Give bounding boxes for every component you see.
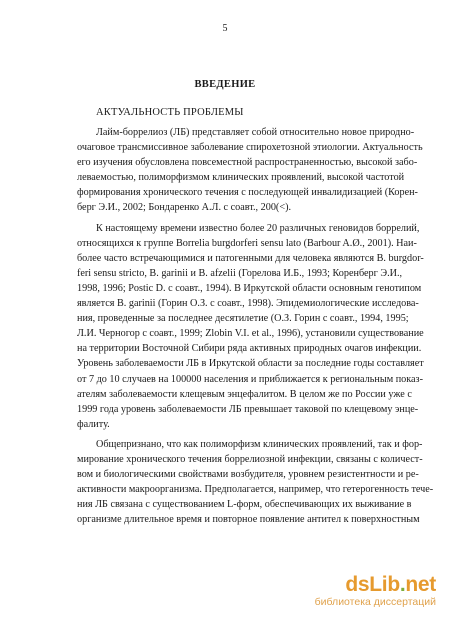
text-line: ния, проведенные за последнее десятилетие (О.З. Горин с соавт., 1994, 1995; <box>77 313 409 325</box>
text-line: леваемостью, полиморфизмом клинических проявлений, высокой частотой <box>77 172 405 184</box>
page-number: 5 <box>222 23 228 34</box>
text-line: организме длительное время и повторное появление антител к поверхностным <box>77 514 420 526</box>
text-line: относящихся к группе Borrelia burgdorferi sensu lato (Barbour A.Ø., 2001). Наи- <box>77 237 417 249</box>
paragraph <box>77 437 434 528</box>
text-line: на территории Восточной Сибири ряда активных природных очагов инфекции. <box>77 343 422 355</box>
text-line: К настоящему времени известно более 20 различных геновидов боррелий, <box>96 222 420 234</box>
paragraph <box>77 221 424 432</box>
text-line: Уровень заболеваемости ЛБ в Иркутской области за последние годы составляет <box>77 358 424 370</box>
watermark <box>315 574 436 609</box>
text-line: его изучения обусловлена повсеместной распространенностью, высокой забо- <box>77 157 418 169</box>
text-line: очаговое трансмиссивное заболевание спирохетозной этиологии. Актуальность <box>77 142 423 154</box>
text-line: формирования хронического течения с последующей инвалидизацией (Корен- <box>77 187 418 199</box>
text-line: Л.И. Черногор с соавт., 1999; Zlobin V.I. et al., 1996), установили существование <box>77 328 424 340</box>
section-heading: ВВЕДЕНИЕ <box>194 79 256 90</box>
text-line: берг Э.И., 2002; Бондаренко А.Л. с соавт., 200(<). <box>77 202 292 214</box>
text-line: фалиту. <box>77 418 110 430</box>
text-line: вом и биологическими свойствами возбудителя, уровнем резистентности и ре- <box>77 469 419 481</box>
watermark-logo: dsLib.net <box>345 573 436 596</box>
text-line: является B. garinii (Горин О.З. с соавт., 1998). Эпидемиологические исследова- <box>77 298 419 310</box>
text-line: более часто встречающимися и патогенными для человека являются B. burgdor- <box>77 252 424 264</box>
text-line: ателям заболеваемости клещевым энцефалитом. В целом же по России уже с <box>77 388 412 400</box>
text-line: 1998, 1996; Postic D. с соавт., 1994). В Иркутской области основным генотипом <box>77 282 422 294</box>
section-subheading: АКТУАЛЬНОСТЬ ПРОБЛЕМЫ <box>96 107 244 118</box>
text-line: Лайм-боррелиоз (ЛБ) представляет собой относительно новое природно- <box>96 127 415 138</box>
text-line: активности макроорганизма. Предполагается, например, что гетерогенность тече- <box>77 484 434 496</box>
body-text <box>77 125 434 527</box>
text-line: от 7 до 10 случаев на 100000 населения и приближается к региональным показ- <box>77 373 423 385</box>
text-line: ния ЛБ связана с существованием L-форм, обеспечивающих их выживание в <box>77 499 412 511</box>
watermark-caption: библиотека диссертаций <box>314 596 436 608</box>
text-line: 1999 года уровень заболеваемости ЛБ превышает таковой по клещевому энце- <box>77 403 419 415</box>
text-line: Общепризнано, что как полиморфизм клинических проявлений, так и фор- <box>96 438 423 450</box>
paragraph <box>77 125 423 216</box>
text-line: feri sensu stricto, B. garinii и B. afzelii (Горелова И.Б., 1993; Коренберг Э.И., <box>77 267 403 279</box>
text-line: мирование хронического течения боррелиозной инфекции, связаны с количест- <box>77 453 423 465</box>
